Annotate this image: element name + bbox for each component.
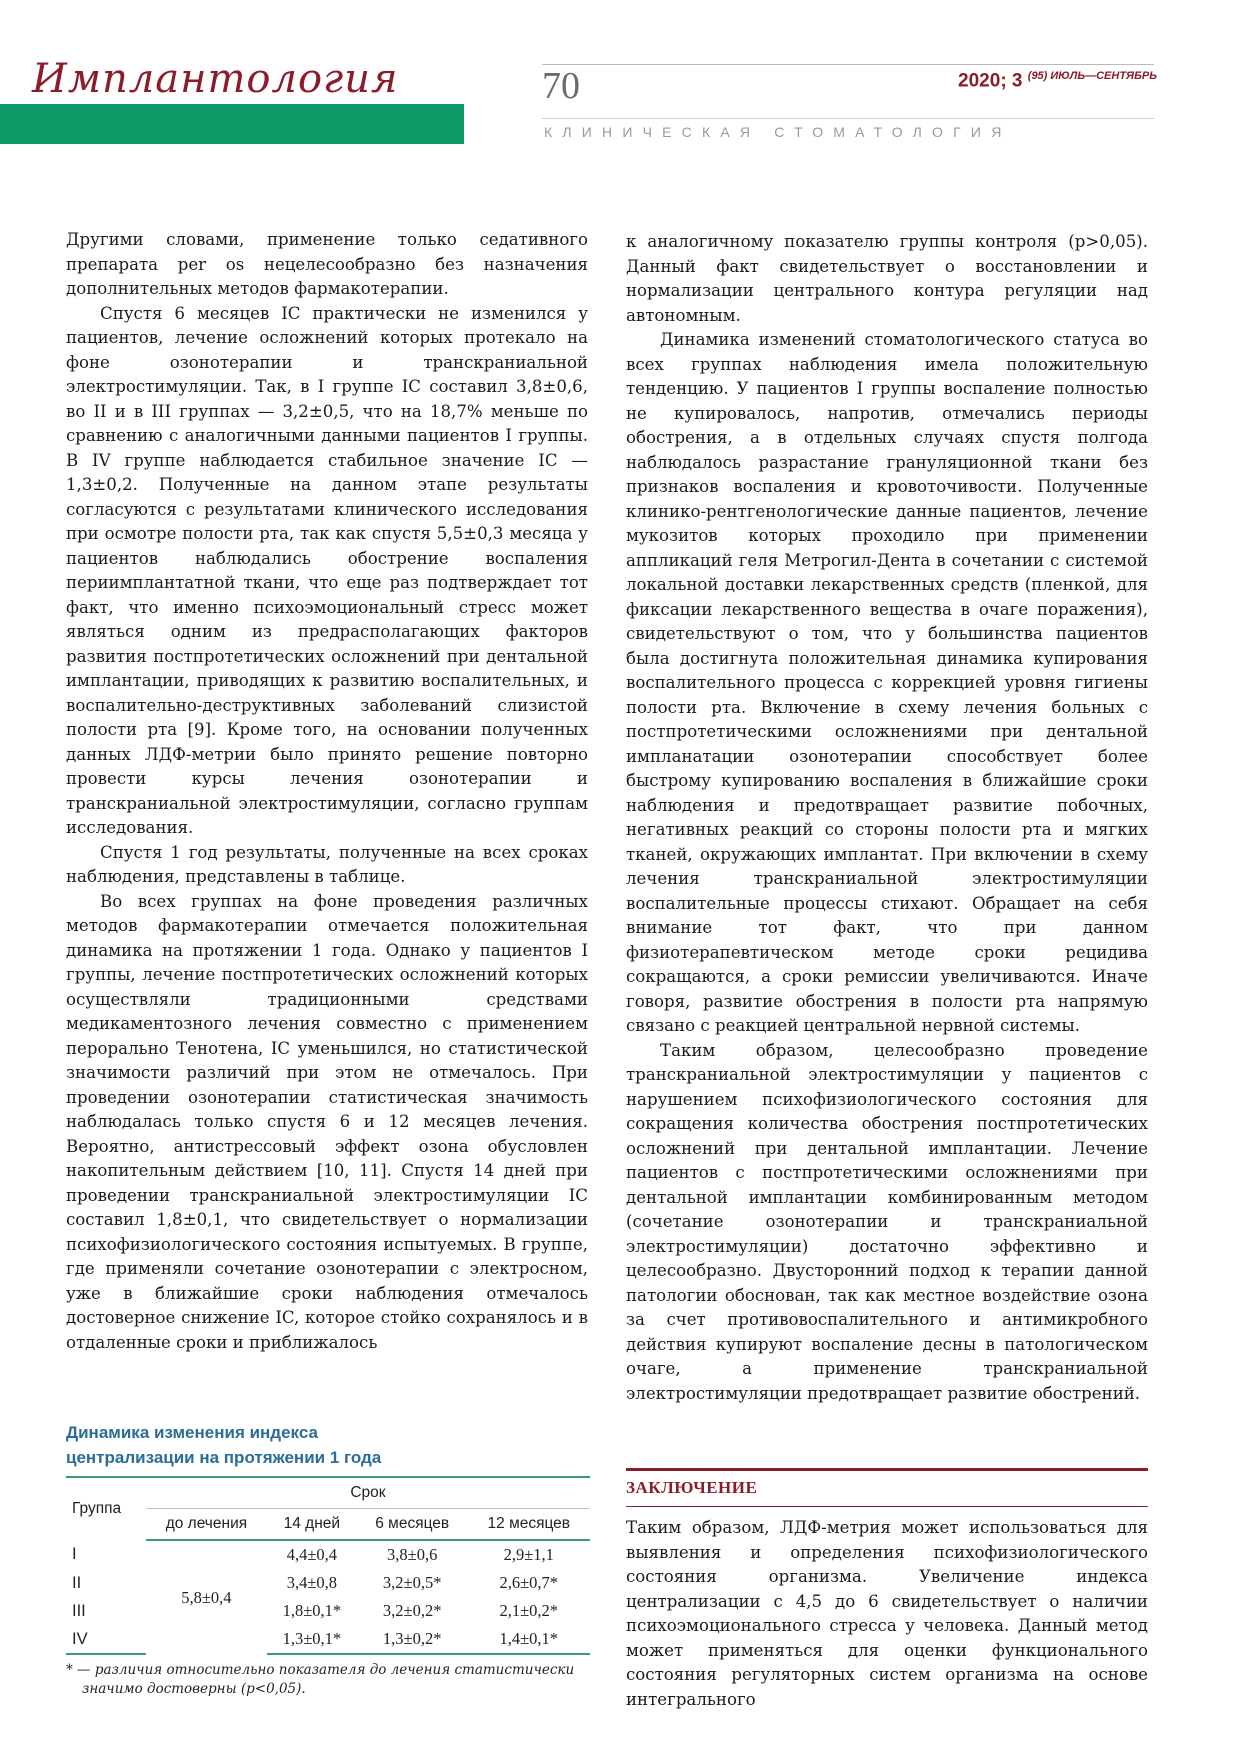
table-row [66, 1540, 590, 1569]
cell-12-months: 2,1±0,2* [499, 1601, 559, 1620]
cell-group: I [72, 1545, 77, 1563]
table-row [66, 1597, 590, 1625]
cell-before: 5,8±0,4 [181, 1587, 232, 1607]
issue-year: 2020; 3 [958, 70, 1023, 92]
paragraph: Во всех группах на фоне проведения различных методов фармакотерапии отмечается положительная динамика на протяжении 1 года. Однако у пациентов I группы, лечение постпротетических осложнений которых осуществляли традиционными средствами медикаментозного лечения совместно с применением перорально Тенотена, IC уменьшился, но статистической значимости различий при этом не отмечалось. При проведении озонотерапии статистическая значимость наблюдалась только спустя 6 и 12 месяцев лечения. Вероятно, антистрессовый эффект озона обусловлен накопительным действием [10, 11]. Спустя 14 дней при проведении транскраниальной электростимуляции IC составил 1,8±0,1, что свидетельствует о нормализации психофизиологического состояния испытуемых. В группе, где применяли сочетание озонотерапии с электросном, уже в ближайшие сроки наблюдения отмечалось достоверное снижение IC, которое стойко сохранялось и в отдаленные сроки и приближалось [66, 891, 588, 1352]
header-rule [542, 64, 1154, 65]
paragraph: Спустя 1 год результаты, полученные на всех сроках наблюдения, представлены в таблице. [66, 842, 588, 886]
issue-months: (95) ИЮЛЬ—СЕНТЯБРЬ [1027, 70, 1157, 82]
cell-6-months: 3,2±0,5* [382, 1573, 442, 1592]
paragraph: Другими словами, применение только седативного препарата per os нецелесообразно без назначения дополнительных методов фармакотерапии. [66, 230, 588, 298]
header-14-days: 14 дней [267, 1509, 357, 1541]
cell-12-months: 1,4±0,1* [468, 1625, 590, 1654]
table-title [66, 1420, 590, 1470]
header-6-months: 6 месяцев [357, 1509, 468, 1541]
paragraph: Спустя 6 месяцев IC практически не изменился у пациентов, лечение осложнений которых протекало на фоне озонотерапии и транскраниальной электростимуляции. Так, в I группе IC составил 3,8±0,6, во II и в III группах — 3,2±0,5, что на 18,7% меньше по сравнению с аналогичными данными пациентов I группы. В IV группе наблюдается стабильное значение IC —1,3±0,2. Полученные на данном этапе результаты согласуются с результатами клинического исследования при осмотре полости рта, так как спустя 5,5±0,3 месяца у пациентов наблюдались обострение воспаления периимплантатной ткани, что еще раз подтверждает тот факт, что именно психоэмоциональный стресс может являться одним из предрасполагающих факторов развития постпротетических осложнений при дентальной имплантации, приводящих к развитию воспалительных, и воспалительно-деструктивных заболеваний слизистой полости рта [9]. Кроме того, на основании полученных данных ЛДФ-метрии было принято решение повторно провести курсы лечения озонотерапии и транскраниальной электростимуляции, согласно группам исследования. [66, 303, 588, 837]
cell-14-days: 1,3±0,1* [267, 1625, 357, 1654]
paragraph: Динамика изменений стоматологического статуса во всех группах наблюдения имела положительную тенденцию. У пациентов I группы воспаление полностью не купировалось, напротив, отмечались периоды обострения, а в отдельных случаях спустя полгода наблюдалось разрастание грануляционной ткани без признаков воспаления и кровоточивости. Полученные клинико-рентгенологические данные пациентов, лечение мукозитов которых проходило при применении аппликаций геля Метрогил-Дента в сочетании с системой локальной доставки лекарственных средств (пленкой, для фиксации лекарственного вещества в очаге поражения), свидетельствуют о том, что у большинства пациентов была достигнута положительная динамика купирования воспалительного процесса с коррекцией уровня гигиены полости рта. Включение в схему лечения больных с постпротетическими осложнениями при дентальной импланатации озонотерапии способствует более быстрому купированию воспаления в ближайшие сроки наблюдения и предотвращает развитие побочных, негативных реакций со стороны полости рта и мягких тканей, окружающих имплантат. При включении в схему лечения транскраниальной электростимуляции воспалительные процессы стихают. Обращает на себя внимание тот факт, что при данном физиотерапевтическом методе сроки рецидива сокращаются, а сроки ремиссии увеличиваются. Иначе говоря, развитие обострения в полости рта напрямую связано с реакцией центральной нервной системы. [626, 330, 1148, 1035]
issue-info [958, 70, 1157, 92]
journal-name: КЛИНИЧЕСКАЯ СТОМАТОЛОГИЯ [544, 124, 1012, 140]
cell-group: III [72, 1601, 86, 1620]
header-before: до лечения [146, 1509, 267, 1541]
table-footnote: * — различия относительно показателя до лечения статистически значимо достоверны (p<0,05). [66, 1662, 575, 1697]
left-column [66, 228, 588, 1355]
conclusion-paragraph: Таким образом, ЛДФ-метрия может использоваться для выявления и определения психофизиологического состояния организма. Увеличение индекса централизации с 4,5 до 6 свидетельствует о наличии психоэмоционального стресса у человека. Данный метод может применяться для оценки функционального состояния регуляторных систем организма на основе интегрального [626, 1518, 1148, 1709]
header-srok: Срок [146, 1477, 590, 1509]
right-column [626, 230, 1148, 1406]
cell-12-months: 2,6±0,7* [499, 1573, 559, 1592]
table-row [66, 1625, 590, 1654]
cell-group: IV [66, 1625, 146, 1654]
conclusion-rule-bottom [626, 1506, 1148, 1507]
header-12-months: 12 месяцев [468, 1509, 590, 1541]
cell-14-days: 4,4±0,4 [286, 1545, 337, 1564]
conclusion-rule-top [626, 1468, 1148, 1471]
header-rule-bottom [542, 118, 1154, 119]
results-table-block [66, 1420, 590, 1699]
cell-6-months: 1,3±0,2* [357, 1625, 468, 1654]
cell-14-days: 1,8±0,1* [282, 1601, 342, 1620]
header-group: Группа [66, 1477, 146, 1540]
cell-6-months: 3,2±0,2* [382, 1601, 442, 1620]
paragraph: Таким образом, целесообразно проведение транскраниальной электростимуляции у пациентов с нарушением психофизиологического состояния для сокращения количества обострения постпротетических осложнений при дентальной имплантации. Лечение пациентов с постпротетическими осложнениями при дентальной имплантации комбинированным методом (сочетание озонотерапии и транскраниальной электростимуляции) достаточно эффективно и целесообразно. Двусторонний подход к терапии данной патологии обоснован, так как местное воздействие озона за счет противовоспалительного и антимикробного действия купируют воспаление десны в патологическом очаге, а применение транскраниальной электростимуляции предотвращает развитие обострений. [626, 1040, 1148, 1403]
cell-group: II [72, 1573, 82, 1592]
conclusion-text-block [626, 1516, 1148, 1712]
cell-12-months: 2,9±1,1 [503, 1545, 554, 1564]
conclusion-heading: ЗАКЛЮЧЕНИЕ [626, 1478, 758, 1497]
results-table [66, 1476, 590, 1655]
table-row [66, 1569, 590, 1597]
table-title-line: Динамика изменения индекса [66, 1423, 318, 1442]
section-color-bar [0, 104, 464, 144]
cell-14-days: 3,4±0,8 [286, 1573, 337, 1592]
cell-6-months: 3,8±0,6 [387, 1545, 438, 1564]
page-number: 70 [542, 65, 580, 107]
paragraph: к аналогичному показателю группы контроля (p>0,05). Данный факт свидетельствует о восстановлении и нормализации центрального контура регуляции над автономным. [626, 232, 1148, 325]
table-title-line: централизации на протяжении 1 года [66, 1448, 382, 1467]
section-title: Имплантология [32, 56, 399, 102]
